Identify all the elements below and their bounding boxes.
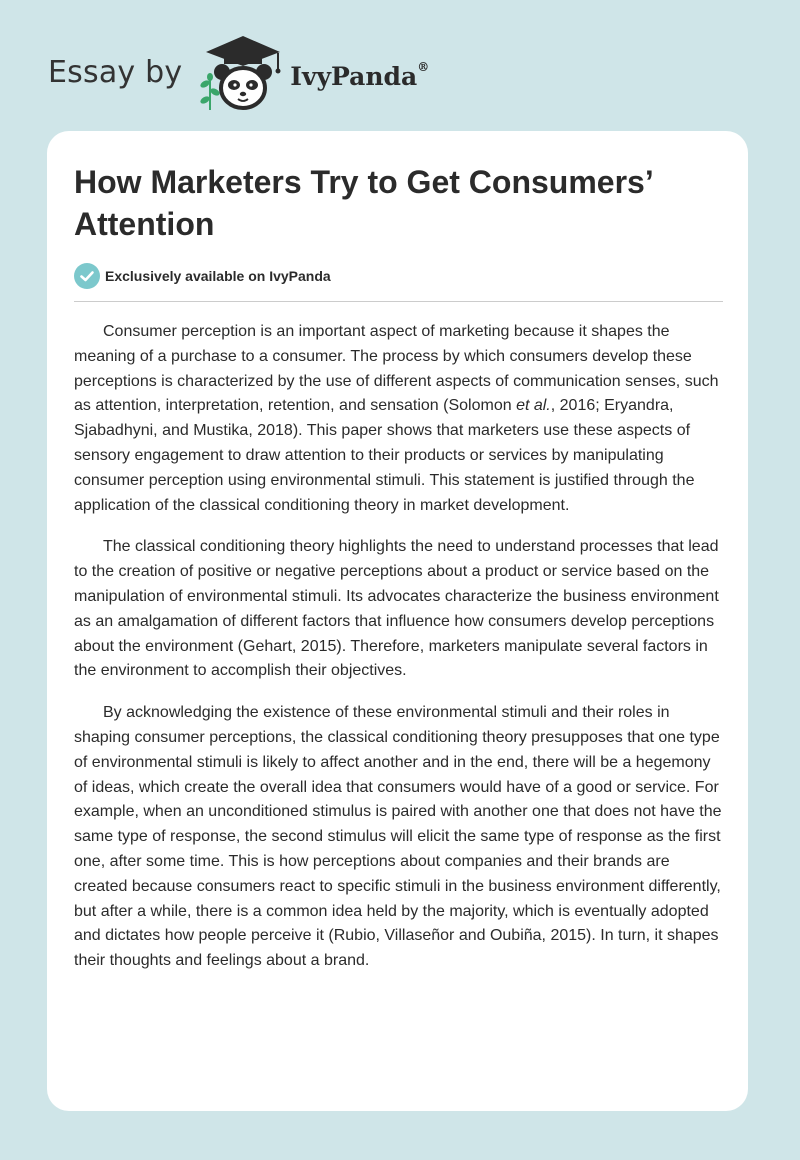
page-title: How Marketers Try to Get Consumers’ Attention (74, 164, 652, 242)
article-card (47, 131, 748, 1111)
divider (74, 301, 723, 302)
article-body (74, 320, 722, 974)
exclusive-badge (74, 263, 722, 289)
registered-mark: ® (417, 60, 430, 75)
brand-name-text: IvyPanda (290, 61, 418, 91)
brand-name[interactable] (290, 62, 429, 91)
paragraph-1 (74, 320, 722, 518)
paragraph-2 (74, 535, 722, 684)
brand-prefix: Essay by (48, 54, 183, 90)
paragraph-1-part-a: Consumer perception is an important aspect of marketing because it shapes the meaning of a purchase to a consumer. The process by which consumers develop these perceptions is characterized by the use of different aspects of communication senses, such as attention, interpretation, retention, and sensation (Solomon (74, 323, 719, 415)
site-header (48, 32, 429, 112)
paragraph-3-text: By acknowledging the existence of these environmental stimuli and their roles in shaping consumer perceptions, the classical conditioning theory presupposes that one type of environmental stimuli is likely to affect another and in the end, there will be a hegemony of ideas, which create the overall idea that consumers would have of a good or service. For example, when an unconditioned stimulus is paired with another one that does not have the same type of response, the second stimulus will elicit the same type of response as the first one, after some time. This is how perceptions about companies and their brands are created because consumers react to specific stimuli in the business environment differently, but after a while, there is a common idea held by the majority, which is eventually adopted and dictates how people perceive it (Rubio, Villaseñor and Oubiña, 2015). In turn, it shapes their thoughts and feelings about a brand. (74, 704, 722, 970)
paragraph-3 (74, 701, 722, 974)
paragraph-1-part-b: , 2016; Eryandra, Sjabadhyni, and Mustika, 2018). This paper shows that marketers use these aspects of sensory engagement to draw attention to their products or services by manipulating consumer perception using environmental stimuli. This statement is justified through the application of the classical conditioning theory in market development. (74, 397, 695, 514)
paragraph-1-emphasis: et al. (516, 397, 551, 415)
panda-logo-icon[interactable] (198, 32, 288, 112)
paragraph-2-text: The classical conditioning theory highlights the need to understand processes that lead to the creation of positive or negative perceptions about a product or service based on the manipulation of environmental stimuli. Its advocates characterize the business environment as an amalgamation of different factors that influence how consumers develop perceptions about the environment (Gehart, 2015). Therefore, marketers manipulate several factors in the environment to accomplish their objectives. (74, 538, 719, 680)
check-circle-icon (74, 263, 100, 289)
exclusive-badge-text: Exclusively available on IvyPanda (105, 268, 331, 284)
